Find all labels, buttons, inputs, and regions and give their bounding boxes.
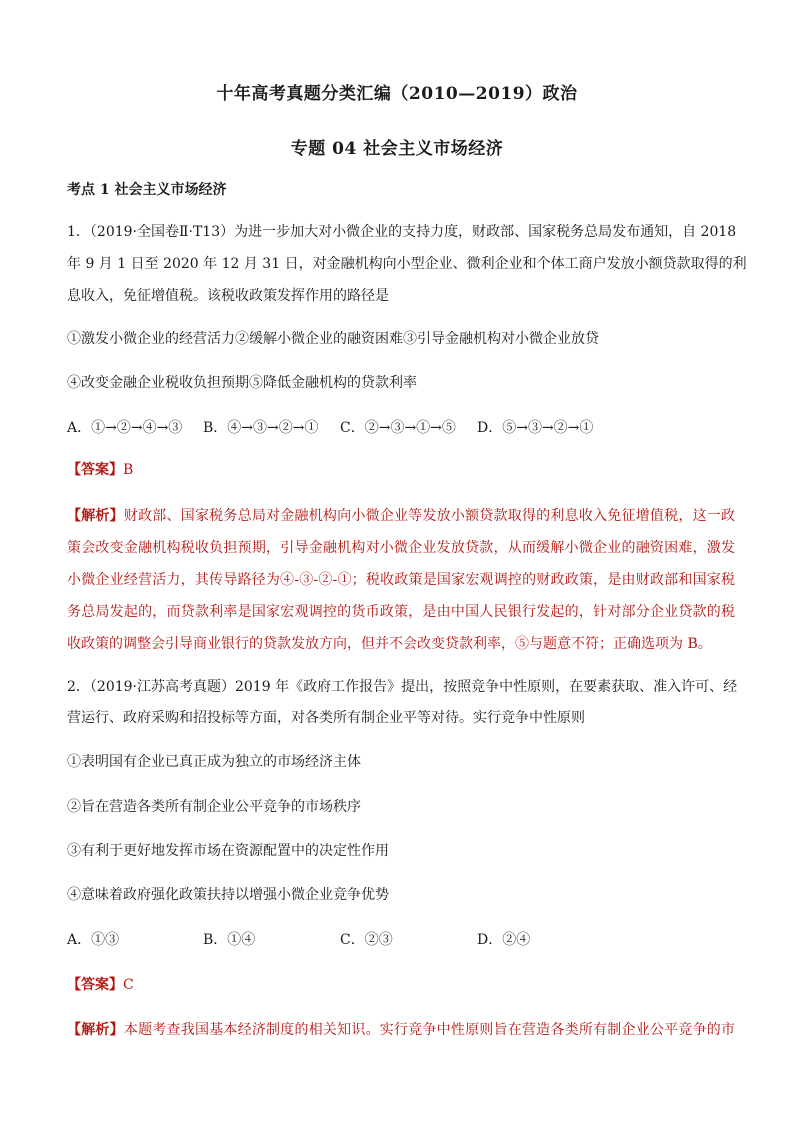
analysis-label: 【解析】	[67, 508, 124, 524]
q2-stem-line-2: 营运行、政府采购和招投标等方面，对各类所有制企业平等对待。实行竞争中性原则	[67, 710, 585, 726]
q1-option-b: B．④→③→②→①	[203, 420, 319, 436]
q1-answer	[67, 460, 735, 480]
answer-value: C	[123, 977, 134, 993]
q2-analysis-line-1	[67, 1020, 735, 1040]
q1-option-a: A．①→②→④→③	[67, 420, 183, 436]
answer-label: 【答案】	[67, 977, 123, 993]
q2-option-b: B．①④	[203, 932, 256, 948]
q2-option-c: C．②③	[340, 932, 393, 948]
q1-analysis-line-4: 务总局发起的，而贷款利率是国家宏观调控的货币政策，是由中国人民银行发起的，针对部分企业贷款的税	[67, 604, 735, 620]
q2-options	[67, 930, 530, 950]
q2-item-4: ④意味着政府强化政策扶持以增强小微企业竞争优势	[67, 887, 389, 903]
analysis-text: 本题考查我国基本经济制度的相关知识。实行竞争中性原则旨在营造各类所有制企业公平竞争的市	[123, 1022, 736, 1038]
analysis-text: 财政部、国家税务总局对金融机构向小微企业等发放小额贷款取得的利息收入免征增值税，这一政	[123, 508, 736, 524]
q2-item-3: ③有利于更好地发挥市场在资源配置中的决定性作用	[67, 843, 389, 859]
q1-stem-line-3: 息收入，免征增值税。该税收政策发挥作用的路径是	[67, 288, 389, 304]
q1-option-c: C．②→③→①→⑤	[340, 420, 456, 436]
q1-stem-line-2: 年 9 月 1 日至 2020 年 12 月 31 日，对金融机构向小型企业、微利企业和个体工商户发放小额贷款取得的利	[67, 256, 747, 272]
q1-analysis-line-5: 收政策的调整会引导商业银行的贷款发放方向，但并不会改变贷款利率，⑤与题意不符；正确选项为 B。	[67, 636, 712, 652]
q2-stem-line-1: 2．（2019·江苏高考真题）2019 年《政府工作报告》提出，按照竞争中性原则，在要素获取、准入许可、经	[67, 679, 738, 695]
q1-options	[67, 418, 593, 438]
sub-title: 专题 04 社会主义市场经济	[290, 139, 504, 159]
q1-analysis-line-2: 策会改变金融机构税收负担预期，引导金融机构对小微企业发放贷款，从而缓解小微企业的融资困难，激发	[67, 540, 735, 556]
q1-analysis-line-1	[67, 506, 735, 526]
q1-option-d: D．⑤→③→②→①	[477, 420, 594, 436]
q2-option-d: D．②④	[477, 932, 531, 948]
answer-value: B	[123, 462, 134, 478]
main-title: 十年高考真题分类汇编（2010—2019）政治	[216, 84, 578, 104]
q2-option-a: A．①③	[67, 932, 120, 948]
q1-items-line-1: ①激发小微企业的经营活力②缓解小微企业的融资困难③引导金融机构对小微企业放贷	[67, 331, 599, 347]
answer-label: 【答案】	[67, 462, 123, 478]
q2-item-2: ②旨在营造各类所有制企业公平竞争的市场秩序	[67, 799, 361, 815]
q2-item-1: ①表明国有企业已真正成为独立的市场经济主体	[67, 754, 361, 770]
q1-items-line-2: ④改变金融企业税收负担预期⑤降低金融机构的贷款利率	[67, 375, 417, 391]
analysis-label: 【解析】	[67, 1022, 124, 1038]
q1-stem-line-1: 1．（2019·全国卷Ⅱ·T13）为进一步加大对小微企业的支持力度，财政部、国家税务总局发布通知，自 2018	[67, 224, 737, 240]
section-title: 考点 1 社会主义市场经济	[67, 182, 227, 198]
q2-answer	[67, 975, 735, 995]
q1-analysis-line-3: 小微企业经营活力，其传导路径为④-③-②-①；税收政策是国家宏观调控的财政政策，是由财政部和国家税	[67, 572, 735, 588]
